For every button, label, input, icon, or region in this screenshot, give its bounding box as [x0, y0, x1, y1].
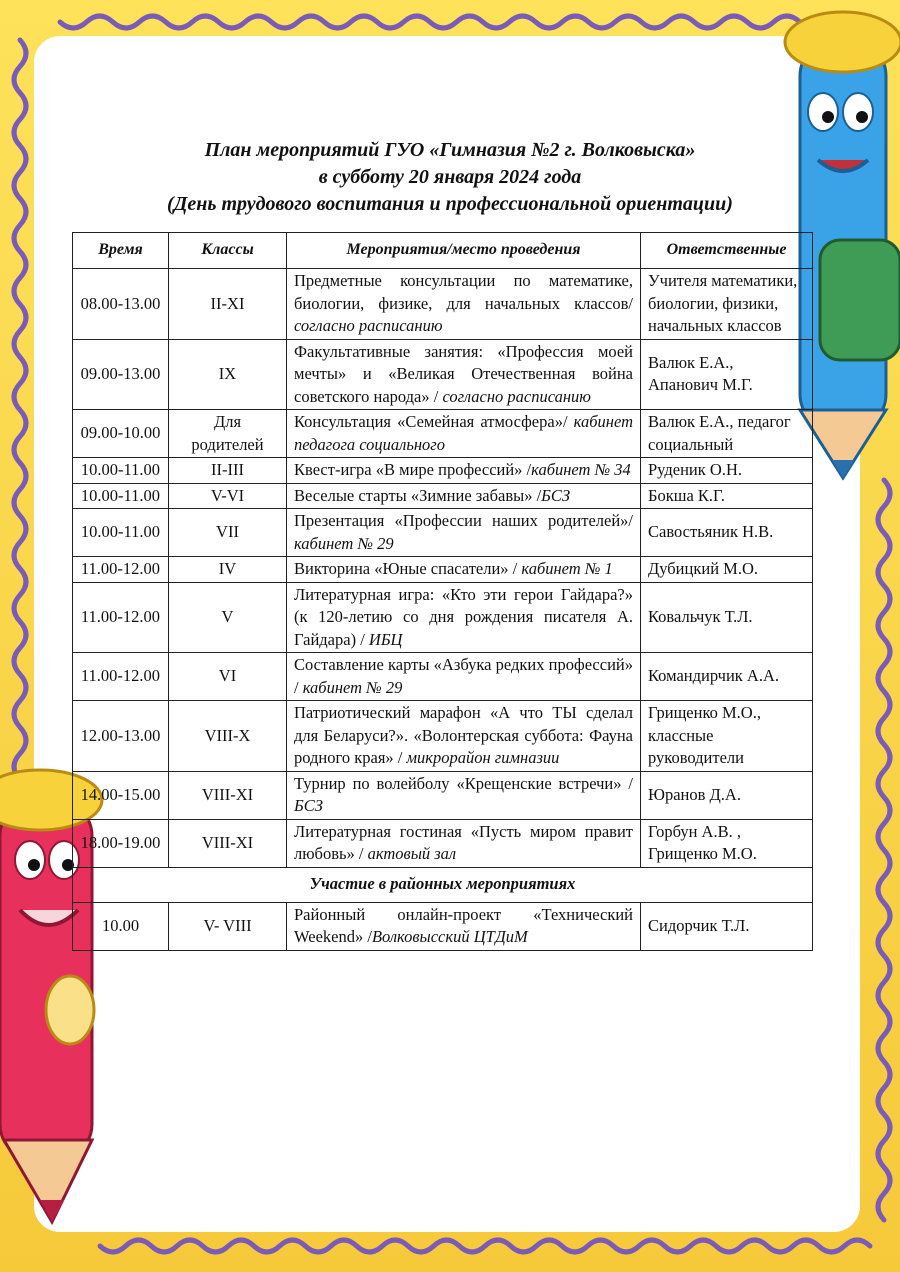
table-row [73, 582, 813, 653]
time-cell: 10.00-11.00 [73, 483, 169, 509]
event-place: кабинет педагога социального [294, 412, 633, 454]
responsible-cell: Валюк Е.А., педагог социальный [641, 410, 813, 458]
event-place: согласно расписанию [442, 386, 591, 406]
section-title: Участие в районных мероприятиях [73, 867, 813, 902]
time-cell: 10.00-11.00 [73, 509, 169, 557]
section-row [73, 867, 813, 902]
event-cell [287, 483, 641, 509]
time-cell: 12.00-13.00 [73, 701, 169, 772]
event-place: кабинет № 34 [531, 460, 631, 479]
classes-cell: IX [169, 339, 287, 410]
responsible-cell: Сидорчик Т.Л. [641, 902, 813, 950]
responsible-cell: Горбун А.В. , Грищенко М.О. [641, 819, 813, 867]
responsible-cell: Командирчик А.А. [641, 653, 813, 701]
event-cell [287, 458, 641, 484]
header-responsible: Ответственные [641, 233, 813, 269]
classes-cell: V-VI [169, 483, 287, 509]
event-place: кабинет № 1 [521, 559, 613, 578]
event-cell [287, 269, 641, 340]
event-place: кабинет № 29 [302, 677, 403, 697]
time-cell: 18.00-19.00 [73, 819, 169, 867]
time-cell: 14.00-15.00 [73, 771, 169, 819]
header-classes: Классы [169, 233, 287, 269]
event-cell [287, 701, 641, 772]
event-place: ИБЦ [368, 629, 403, 649]
time-cell: 11.00-12.00 [73, 582, 169, 653]
classes-cell: II-III [169, 458, 287, 484]
event-text: Предметные консультации по математике, биологии, физике, для начальных классов/ [294, 271, 633, 313]
event-cell [287, 509, 641, 557]
classes-cell: Для родителей [169, 410, 287, 458]
responsible-cell: Учителя математики, биологии, физики, начальных классов [641, 269, 813, 340]
title-line-3: (День трудового воспитания и профессиональной ориентации) [167, 193, 733, 215]
time-cell: 08.00-13.00 [73, 269, 169, 340]
event-place: БСЗ [294, 796, 323, 815]
event-text: Литературная игра: «Кто эти герои Гайдара?» (к 120-летию со дня рождения писателя А. Гайдара) / [294, 584, 633, 649]
event-place: микрорайон гимназии [406, 748, 560, 767]
table-header-row [73, 233, 813, 269]
classes-cell: IV [169, 557, 287, 583]
event-text: Литературная гостиная «Пусть миром правит любовь» / [294, 821, 633, 863]
table-row [73, 269, 813, 340]
classes-cell: V [169, 582, 287, 653]
classes-cell: VIII-XI [169, 771, 287, 819]
event-text: Презентация «Профессии наших родителей»/ [294, 511, 633, 530]
time-cell: 10.00 [73, 902, 169, 950]
time-cell: 09.00-10.00 [73, 410, 169, 458]
table-row [73, 483, 813, 509]
time-cell: 09.00-13.00 [73, 339, 169, 410]
table-row [73, 339, 813, 410]
time-cell: 10.00-11.00 [73, 458, 169, 484]
event-text: Факультативные занятия: «Профессия моей мечты» и «Великая Отечественная война советского народа» / [294, 341, 633, 406]
header-time: Время [73, 233, 169, 269]
classes-cell: VII [169, 509, 287, 557]
event-text: Патриотический марафон «А что ТЫ сделал для Беларуси?». «Волонтерская суббота: Фауна родного края» / [294, 703, 633, 767]
schedule-table [72, 232, 813, 951]
table-row [73, 653, 813, 701]
time-cell: 11.00-12.00 [73, 653, 169, 701]
responsible-cell: Савостьяник Н.В. [641, 509, 813, 557]
table-row [73, 701, 813, 772]
header-event: Мероприятия/место проведения [287, 233, 641, 269]
responsible-cell: Бокша К.Г. [641, 483, 813, 509]
event-cell [287, 902, 641, 950]
event-place: Волковысский ЦТДиМ [371, 927, 528, 946]
title-line-2: в субботу 20 января 2024 года [318, 166, 582, 188]
event-text: Квест-игра «В мире профессий» / [294, 460, 532, 479]
event-text: Консультация «Семейная атмосфера»/ [294, 412, 574, 431]
event-place: согласно расписанию [294, 316, 443, 335]
classes-cell: VIII-X [169, 701, 287, 772]
table-row [73, 557, 813, 583]
event-cell [287, 339, 641, 410]
event-cell [287, 653, 641, 701]
event-cell [287, 582, 641, 653]
responsible-cell: Валюк Е.А., Апанович М.Г. [641, 339, 813, 410]
responsible-cell: Ковальчук Т.Л. [641, 582, 813, 653]
responsible-cell: Руденик О.Н. [641, 458, 813, 484]
responsible-cell: Грищенко М.О., классные руководители [641, 701, 813, 772]
classes-cell: II-XI [169, 269, 287, 340]
event-place: БСЗ [541, 485, 571, 505]
event-cell [287, 557, 641, 583]
classes-cell: VI [169, 653, 287, 701]
responsible-cell: Дубицкий М.О. [641, 557, 813, 583]
table-row [73, 509, 813, 557]
event-text: Викторина «Юные спасатели» / [294, 559, 522, 578]
table-row [73, 902, 813, 950]
event-cell [287, 819, 641, 867]
event-text: Турнир по волейболу «Крещенские встречи» / [294, 773, 633, 793]
responsible-cell: Юранов Д.А. [641, 771, 813, 819]
event-place: актовый зал [367, 844, 457, 863]
event-text: Составление карты «Азбука редких профессий» / [294, 655, 633, 697]
document-title [60, 137, 840, 218]
time-cell: 11.00-12.00 [73, 557, 169, 583]
event-text: Районный онлайн-проект «Технический Weekend» / [294, 904, 633, 946]
table-row [73, 410, 813, 458]
classes-cell: V- VIII [169, 902, 287, 950]
table-row [73, 771, 813, 819]
event-text: Веселые старты «Зимние забавы» / [294, 485, 542, 505]
event-cell [287, 771, 641, 819]
table-row [73, 458, 813, 484]
table-row [73, 819, 813, 867]
classes-cell: VIII-XI [169, 819, 287, 867]
title-line-1: План мероприятий ГУО «Гимназия №2 г. Волковыска» [204, 139, 696, 161]
event-cell [287, 410, 641, 458]
event-place: кабинет № 29 [294, 533, 394, 553]
